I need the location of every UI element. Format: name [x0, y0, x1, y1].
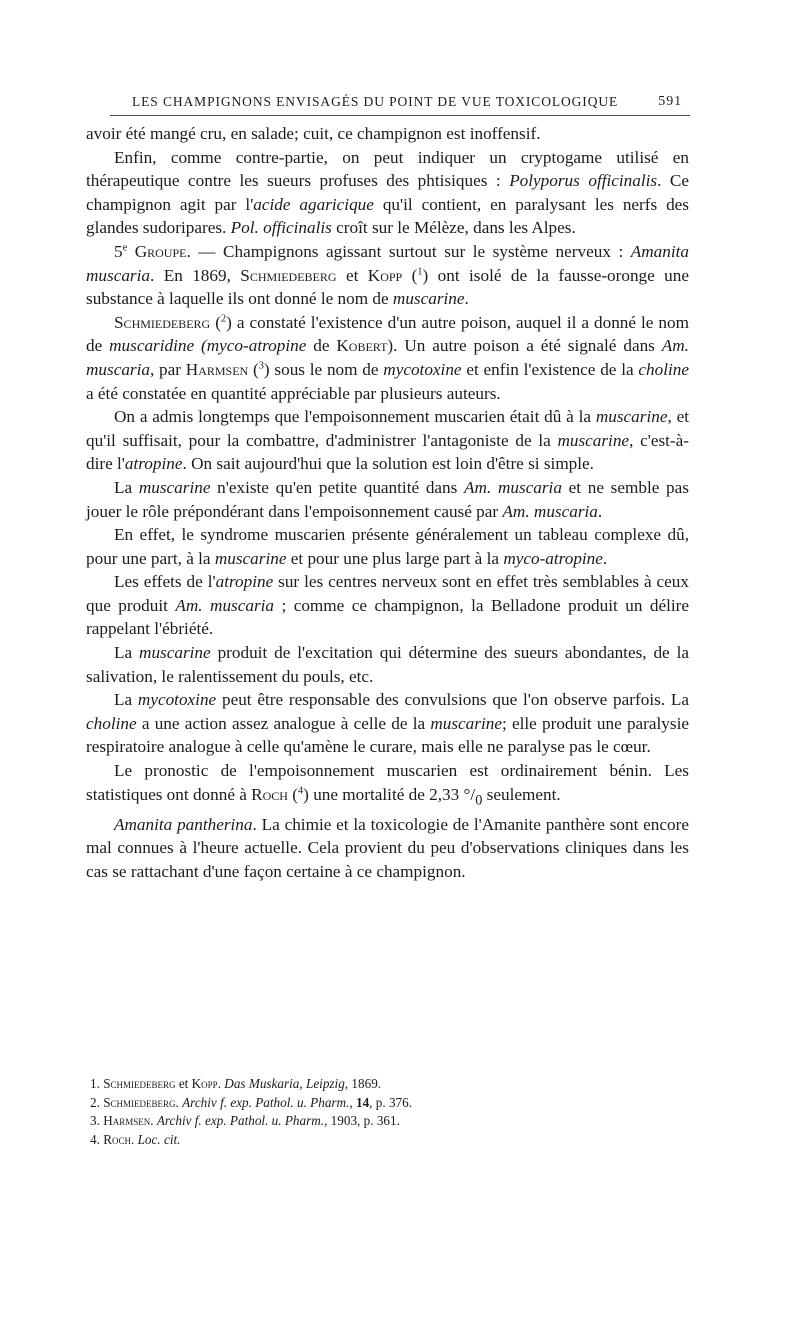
text-run: .: [175, 1094, 183, 1110]
text-run: Amanita muscaria: [86, 241, 689, 285]
text-run: , et qu'il suffisait, pour la combattre, d'administrer l'antagoniste de la: [86, 407, 689, 450]
paragraph: [86, 122, 689, 146]
text-run: , par: [149, 359, 186, 379]
text-run: Pol. officinalis: [230, 218, 332, 238]
text-run: .: [597, 501, 603, 521]
text-run: Harmsen: [185, 359, 249, 379]
text-run: En effet, le syndrome muscarien présente généralement un tableau complexe dû, pour une part, à la: [86, 525, 689, 568]
paragraph: [86, 759, 689, 813]
header-rule: [110, 115, 690, 116]
text-run: — Champignons agissant surtout sur le système nerveux :: [190, 241, 631, 261]
text-run: myco-atropine: [503, 548, 603, 568]
text-run: (: [210, 312, 221, 332]
text-run: a été constatée en quantité appréciable par plusieurs auteurs.: [86, 383, 501, 403]
text-run: muscarine: [557, 430, 630, 450]
text-run: 1.: [90, 1076, 104, 1091]
paragraph: [86, 476, 689, 523]
text-run: .: [602, 548, 608, 568]
text-run: ) ont isolé de la fausse-oronge une substance à laquelle ils ont donné le nom de: [86, 265, 690, 309]
text-run: sur les centres nerveux sont en effet très semblables à ceux que produit: [86, 572, 689, 615]
text-run: Loc. cit.: [137, 1131, 181, 1147]
text-run: Kopp: [191, 1076, 218, 1091]
text-run: et enfin l'existence de la: [461, 359, 639, 379]
text-run: . La chimie et la toxicologie de l'Amanite panthère sont encore mal connues à l'heure actuelle. Cela provient du peu d'observations cliniques dans les cas se rattachant d'une façon certaine à ce champignon.: [86, 814, 689, 881]
text-run: muscarine: [595, 407, 668, 427]
text-run: Les effets de l': [114, 572, 216, 592]
text-run: ,: [349, 1094, 356, 1110]
text-run: Archiv f. exp. Pathol. u. Pharm.: [182, 1094, 350, 1110]
text-run: On a admis longtemps que l'empoisonnement muscarien était dû à la: [114, 407, 596, 427]
paragraph: [86, 523, 689, 570]
body-text: [86, 122, 689, 883]
text-run: Archiv f. exp. Pathol. u. Pharm.: [156, 1113, 325, 1128]
text-run: La: [114, 690, 138, 710]
text-run: Schmiedeberg: [103, 1076, 176, 1091]
text-run: atropine: [124, 454, 183, 474]
text-run: (: [287, 784, 299, 804]
text-run: a une action assez analogue à celle de la: [136, 713, 431, 733]
text-run: .: [217, 1076, 225, 1091]
text-run: , c'est-à-dire l': [86, 430, 689, 474]
text-run: Roch: [251, 784, 288, 804]
text-run: seulement.: [482, 784, 561, 804]
text-run: [127, 242, 135, 261]
text-run: Schmiedeberg: [103, 1094, 176, 1110]
text-run: 3.: [90, 1113, 104, 1128]
text-run: , 1903, p. 361.: [324, 1113, 400, 1128]
text-run: 4.: [90, 1131, 104, 1147]
footnote: [86, 1094, 689, 1113]
paragraph: [86, 146, 689, 240]
text-run: 4: [298, 784, 304, 796]
text-run: Schmiedeberg: [114, 312, 211, 332]
text-run: muscarine: [392, 289, 465, 309]
text-run: muscarine: [138, 477, 211, 497]
running-header: [110, 88, 690, 118]
text-run: .: [150, 1113, 157, 1128]
text-run: muscarine: [214, 548, 287, 568]
text-run: .: [464, 289, 469, 309]
text-run: 0: [475, 792, 483, 809]
text-run: Am. muscaria: [175, 595, 275, 615]
text-run: Amanita pantherina: [114, 814, 253, 834]
text-run: mycotoxine: [137, 690, 217, 710]
text-run: Am. muscaria: [464, 477, 562, 497]
footnote: [86, 1112, 689, 1131]
section-heading-paragraph: [86, 240, 689, 311]
footnotes: [86, 1075, 689, 1149]
text-run: . Ce champignon agit par l': [86, 171, 690, 214]
paragraph: [86, 570, 689, 641]
text-run: qu'il contient, en paralysant les nerfs des glandes sudoripares.: [86, 194, 689, 238]
text-run: ) sous le nom de: [263, 359, 384, 379]
text-run: avoir été mangé cru, en salade; cuit, ce champignon est inoffensif.: [86, 124, 541, 143]
paragraph: [86, 641, 689, 688]
text-run: (: [402, 265, 418, 285]
page-number: 591: [658, 94, 682, 109]
text-run: ; comme ce champignon, la Belladone produit un délire rappelant l'ébriété.: [86, 595, 689, 639]
paragraph: [86, 688, 689, 759]
text-run: n'existe qu'en petite quantité dans: [210, 477, 465, 497]
text-run: 1: [417, 265, 423, 277]
text-run: Groupe.: [134, 241, 191, 261]
text-run: Enfin, comme contre-partie, on peut indiquer un cryptogame utilisé en thérapeutique contre les sueurs profuses des phtisiques :: [86, 147, 689, 191]
text-run: Kobert: [336, 336, 388, 356]
text-run: acide agaricique: [253, 194, 374, 214]
text-run: ). Un autre poison a été signalé dans: [387, 336, 662, 356]
text-run: 2: [220, 313, 227, 325]
text-run: mycotoxine: [383, 359, 462, 379]
text-run: .: [131, 1131, 138, 1147]
text-run: 5: [114, 241, 123, 261]
text-run: La: [114, 477, 139, 497]
text-run: Roch: [103, 1131, 131, 1147]
text-run: muscaridine (myco-atropine: [109, 336, 307, 356]
text-run: La: [114, 643, 140, 663]
text-run: Le pronostic de l'empoisonnement muscarien est ordinairement bénin. Les statistiques ont donné à: [86, 761, 689, 804]
text-run: (: [248, 359, 259, 379]
text-run: 2.: [90, 1094, 104, 1110]
text-run: Schmiedeberg: [240, 265, 337, 285]
text-run: produit de l'excitation qui détermine des sueurs abondantes, de la salivation, le ralentissement du pouls, etc.: [86, 643, 689, 686]
text-run: Am. muscaria: [502, 501, 598, 521]
text-run: croît sur le Mélèze, dans les Alpes.: [331, 218, 576, 238]
text-run: . En 1869,: [149, 265, 241, 285]
running-title: LES CHAMPIGNONS ENVISAGÉS DU POINT DE VUE TOXICOLOGIQUE: [132, 94, 619, 109]
text-run: peut être responsable des convulsions que l'on observe parfois. La: [216, 690, 689, 710]
text-run: de: [306, 336, 337, 356]
text-run: ) a constaté l'existence d'un autre poison, auquel il a donné le nom de: [86, 312, 689, 356]
text-run: e: [122, 242, 128, 254]
text-run: ) une mortalité de 2,33 °/: [303, 784, 476, 804]
text-run: choline: [638, 359, 689, 379]
text-run: , 1869.: [344, 1076, 382, 1091]
text-run: Am. muscaria: [86, 336, 689, 379]
text-run: Harmsen: [103, 1113, 151, 1128]
paragraph: [86, 405, 689, 476]
text-run: 3: [258, 360, 264, 372]
text-run: . On sait aujourd'hui que la solution est loin d'être si simple.: [182, 454, 594, 474]
text-run: 14: [355, 1094, 370, 1110]
text-run: choline: [86, 713, 137, 733]
text-run: muscarine: [139, 643, 211, 663]
text-run: ; elle produit une paralysie respiratoire analogue à celle qu'amène le curare, mais elle ne paralyse pas le cœur.: [86, 713, 689, 757]
text-run: Kopp: [367, 265, 403, 285]
text-run: et ne semble pas jouer le rôle prépondérant dans l'empoisonnement causé par: [86, 477, 689, 521]
text-run: Polyporus officinalis: [509, 171, 658, 191]
text-run: et pour une plus large part à la: [286, 548, 504, 568]
paragraph: [86, 311, 689, 405]
footnote: [86, 1131, 689, 1150]
section-heading-paragraph: [86, 813, 689, 884]
footnote: [86, 1075, 689, 1094]
text-run: , p. 376.: [369, 1094, 413, 1110]
text-run: atropine: [215, 572, 274, 592]
text-run: Das Muskaria, Leipzig: [224, 1076, 345, 1091]
text-run: et: [175, 1076, 192, 1091]
text-run: muscarine: [430, 713, 502, 733]
text-run: et: [336, 265, 368, 285]
